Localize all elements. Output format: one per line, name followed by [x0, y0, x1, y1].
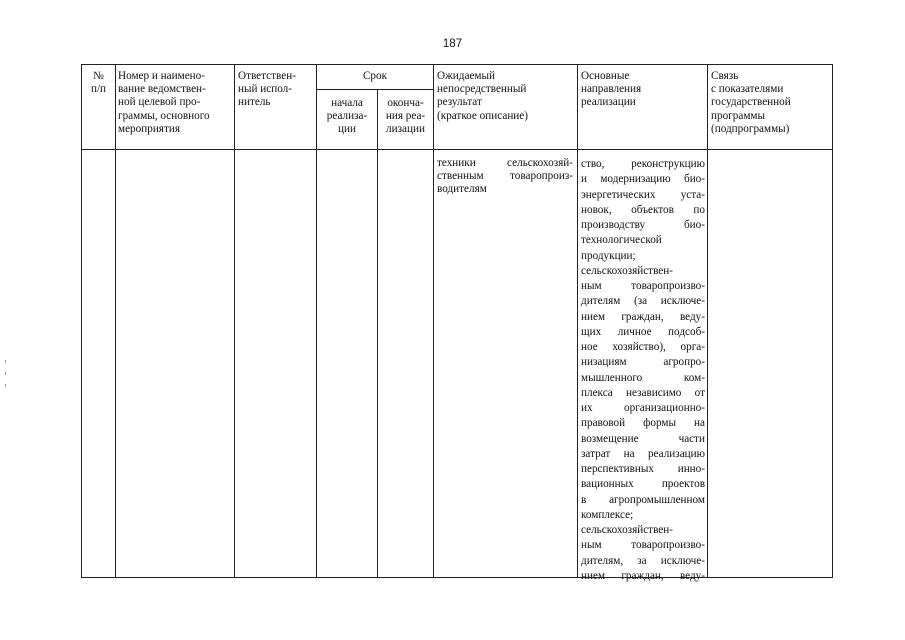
direction-line: щих личное подсоб- — [581, 325, 705, 338]
header-result: Ожидаемый непосредственный результат (краткое описание) — [437, 70, 528, 122]
col-border-directions — [577, 64, 578, 578]
col-border-responsible — [234, 64, 235, 578]
result-line: ственным товаропроиз- — [437, 170, 573, 183]
result-line: водителям — [437, 183, 487, 196]
header-period: Срок — [362, 70, 388, 82]
header-link: Связь с показателями государственной программы (подпрограммы) — [711, 70, 791, 135]
scan-speck — [5, 360, 6, 363]
col-border-start — [316, 64, 317, 578]
result-cell — [437, 157, 573, 197]
direction-line: новок, объектов по — [581, 203, 705, 216]
direction-line: вационных проектов — [581, 478, 705, 491]
page-number: 187 — [442, 38, 463, 50]
header-num: № п/п — [90, 70, 107, 96]
header-end: оконча- ния реа- лизации — [385, 97, 426, 136]
col-border-name — [115, 64, 116, 578]
col-border-right — [832, 64, 833, 578]
direction-line: производству био- — [581, 219, 705, 231]
direction-line: дителям, за исключе- — [581, 554, 705, 567]
direction-line: нием граждан, веду- — [581, 569, 705, 582]
direction-line: нием граждан, веду- — [581, 310, 705, 323]
direction-line: мышленного ком- — [581, 371, 705, 384]
header-responsible: Ответствен- ный испол- нитель — [238, 70, 296, 109]
direction-line: их организационно- — [581, 402, 705, 414]
header-name: Номер и наимено- вание ведомствен- ной целевой про- граммы, основного мероприятия — [118, 70, 210, 135]
direction-line: ное хозяйство), орга- — [581, 341, 705, 353]
directions-cell — [581, 157, 705, 584]
direction-line: сельскохозяйствен- — [581, 524, 673, 536]
direction-line: правовой формы на — [581, 417, 705, 430]
header-period-divider — [316, 89, 433, 90]
direction-line: перспективных инно- — [581, 463, 705, 475]
direction-line: ным товаропроизво- — [581, 539, 705, 552]
direction-line: дителям (за исключе- — [581, 295, 705, 308]
col-border-link — [707, 64, 708, 578]
header-bottom-border — [81, 149, 833, 150]
direction-line: продукции; — [581, 249, 636, 262]
col-border-end — [377, 89, 378, 578]
table-border-top — [81, 64, 833, 65]
direction-line: низациям агропро- — [581, 356, 705, 369]
table-border-bottom — [81, 577, 833, 578]
direction-line: в агропромышленном — [581, 493, 705, 506]
direction-line: сельскохозяйствен- — [581, 264, 673, 277]
header-start: начала реализа- ции — [326, 97, 368, 136]
col-border-result — [433, 64, 434, 578]
col-border-left — [81, 64, 82, 578]
scan-speck — [5, 384, 6, 387]
direction-line: комплексе; — [581, 508, 634, 521]
direction-line: плекса независимо от — [581, 386, 705, 399]
header-directions: Основные направления реализации — [581, 70, 642, 109]
direction-line: и модернизацию био- — [581, 173, 705, 186]
direction-line: ство, реконструкцию — [581, 158, 705, 170]
direction-line: возмещение части — [581, 432, 705, 445]
direction-line: энергетических уста- — [581, 188, 705, 201]
result-line: техники сельскохозяй- — [437, 157, 573, 169]
direction-line: ным товаропроизво- — [581, 280, 705, 292]
scan-speck — [5, 372, 6, 375]
direction-line: затрат на реализацию — [581, 447, 705, 460]
direction-line: технологической — [581, 234, 662, 247]
